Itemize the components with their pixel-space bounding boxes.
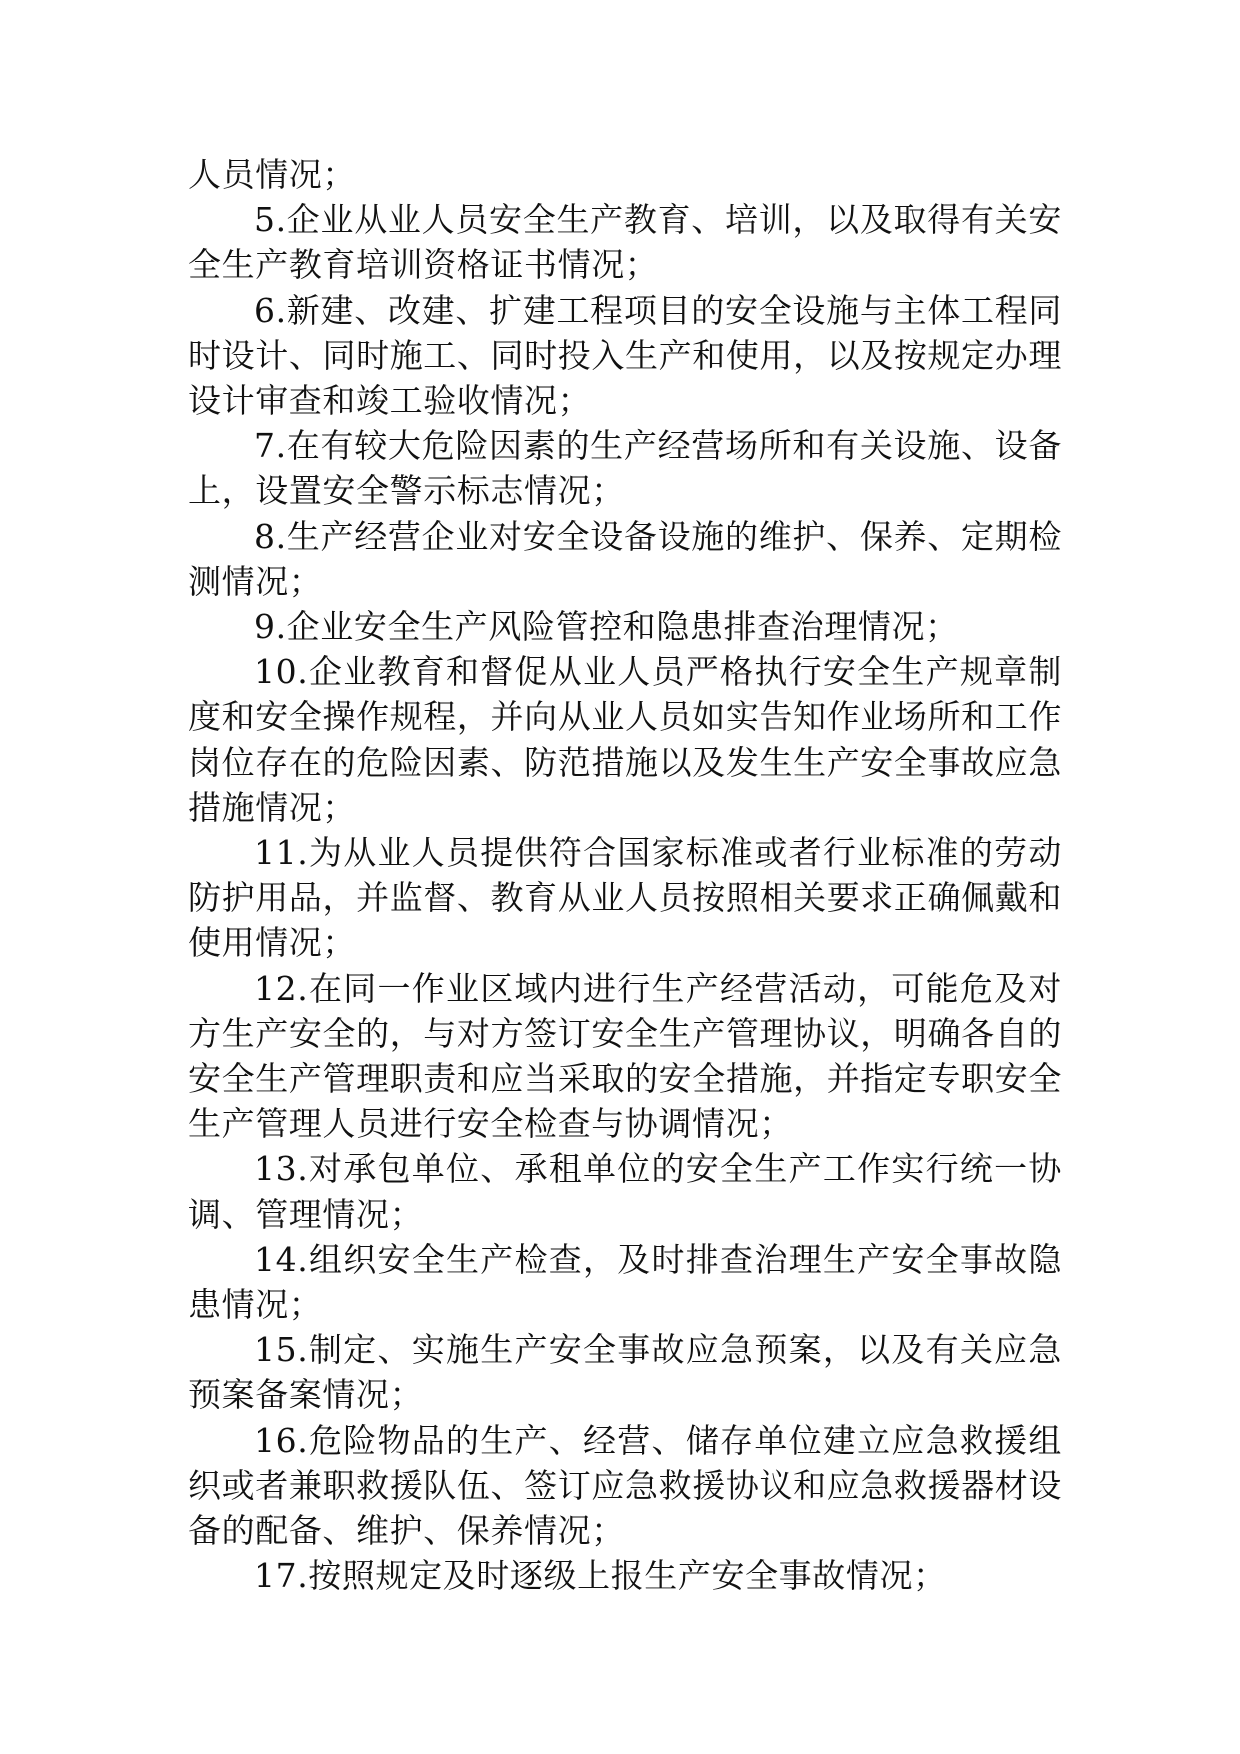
paragraph-item-9: 9.企业安全生产风险管控和隐患排查治理情况； (254, 607, 959, 647)
paragraph-item-10: 10.企业教育和督促从业人员严格执行安全生产规章制度和安全操作规程，并向从业人员如实告知作业场所和工作岗位存在的危险因素、防范措施以及发生生产安全事故应急措施情况； (188, 652, 1062, 827)
paragraph-item-12: 12.在同一作业区域内进行生产经营活动，可能危及对方生产安全的，与对方签订安全生产管理协议，明确各自的安全生产管理职责和应当采取的安全措施，并指定专职安全生产管理人员进行安全检查与协调情况； (188, 968, 1062, 1144)
paragraph-item-6: 6.新建、改建、扩建工程项目的安全设施与主体工程同时设计、同时施工、同时投入生产和使用，以及按规定办理设计审查和竣工验收情况； (188, 290, 1062, 421)
paragraph-item-7: 7.在有较大危险因素的生产经营场所和有关设施、设备上，设置安全警示标志情况； (188, 426, 1062, 511)
paragraph-item-17: 17.按照规定及时逐级上报生产安全事故情况； (254, 1556, 947, 1596)
paragraph-item-8: 8.生产经营企业对安全设备设施的维护、保养、定期检测情况； (188, 516, 1062, 601)
paragraph-continuation: 人员情况； (188, 155, 356, 194)
paragraph-item-15: 15.制定、实施生产安全事故应急预案，以及有关应急预案备案情况； (188, 1330, 1062, 1415)
paragraph-item-13: 13.对承包单位、承租单位的安全生产工作实行统一协调、管理情况； (188, 1149, 1062, 1234)
document-body (188, 152, 1062, 1599)
paragraph-item-16: 16.危险物品的生产、经营、储存单位建立应急救援组织或者兼职救援队伍、签订应急救援协议和应急救援器材设备的配备、维护、保养情况； (188, 1420, 1062, 1551)
paragraph-item-11: 11.为从业人员提供符合国家标准或者行业标准的劳动防护用品，并监督、教育从业人员按照相关要求正确佩戴和使用情况； (188, 833, 1062, 963)
paragraph-item-14: 14.组织安全生产检查，及时排查治理生产安全事故隐患情况； (188, 1239, 1062, 1325)
paragraph-item-5: 5.企业从业人员安全生产教育、培训，以及取得有关安全生产教育培训资格证书情况； (188, 200, 1062, 285)
